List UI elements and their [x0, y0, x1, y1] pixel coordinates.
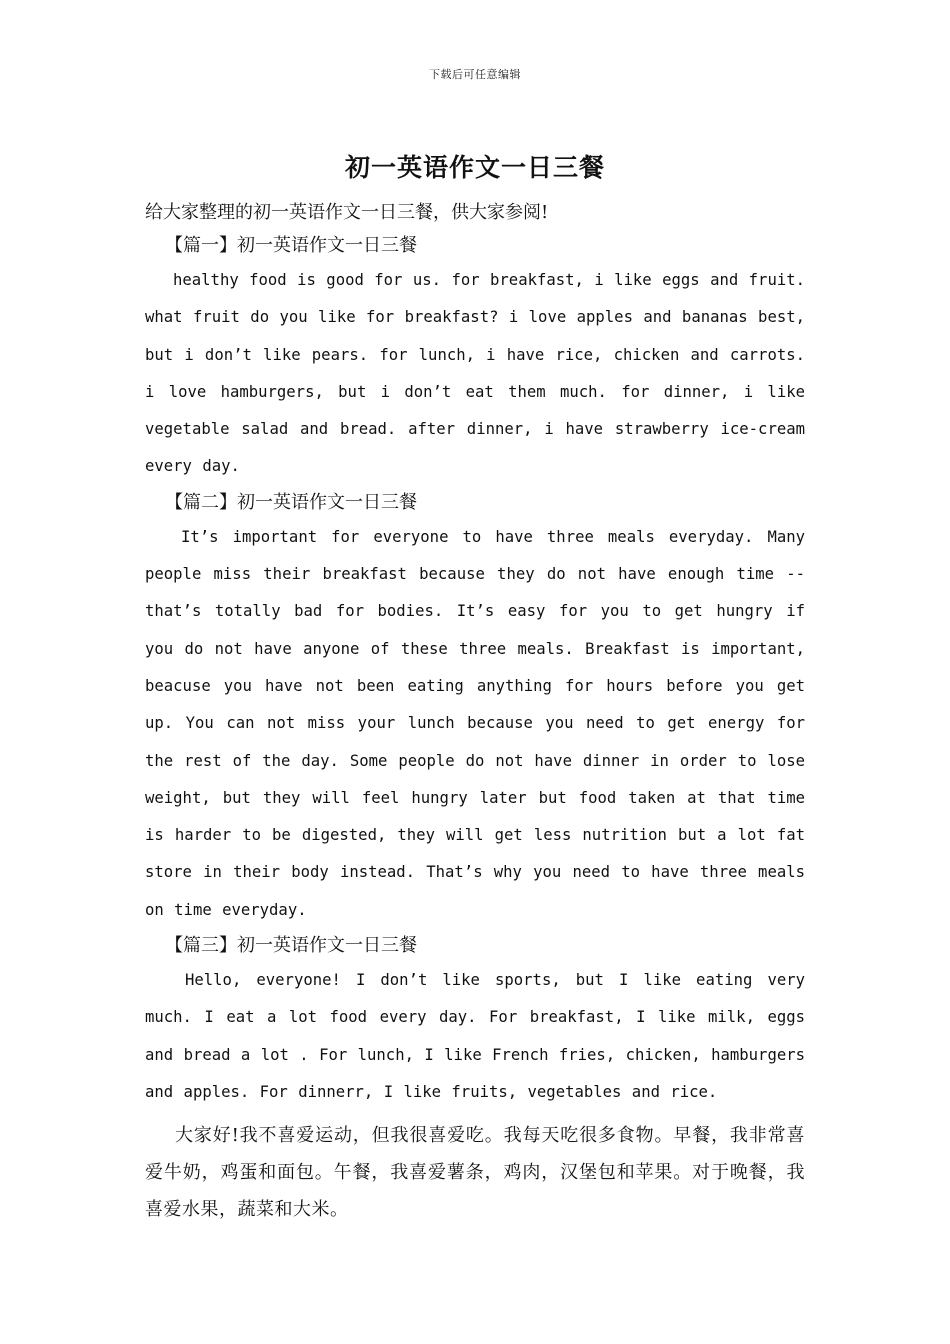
section-heading-1: 【篇一】初一英语作文一日三餐 — [165, 235, 417, 256]
header-note: 下载后可任意编辑 — [429, 68, 521, 81]
section-heading-2: 【篇二】初一英语作文一日三餐 — [165, 491, 417, 513]
page-title: 初一英语作文一日三餐 — [344, 153, 605, 182]
section-translation-3: 大家好!我不喜爱运动，但我很喜爱吃。我每天吃很多食物。早餐，我非常喜爱牛奶，鸡蛋和面包。午餐，我喜爱薯条，鸡肉，汉堡包和苹果。对于晚餐，我喜爱水果，蔬菜和大米。 — [145, 1125, 805, 1221]
document-body — [145, 196, 805, 1228]
section-body-1: healthy food is good for us. for breakfast, i like eggs and fruit. what fruit do you like for breakfast? i love apples and bananas best, but i don’t like pears. for lunch, i have rice, chicken and carrots. i love hamburgers, but i don’t eat them much. for dinner, i like vegetable salad and bread. after dinner, i have strawberry ice-cream every day. — [145, 271, 805, 476]
section-body-2: It’s important for everyone to have three meals everyday. Many people miss their breakfast because they do not have enough time -- that’s totally bad for bodies. It’s easy for you to get hungry if you do not have anyone of these three meals. Breakfast is important, beacuse you have not been eating anything for hours before you get up. You can not miss your lunch because you need to get energy for the rest of the day. Some people do not have dinner in order to lose weight, but they will feel hungry later but food taken at that time is harder to be digested, they will get less nutrition but a lot fat store in their body instead. That’s why you need to have three meals on time everyday. — [145, 527, 805, 919]
intro-text: 给大家整理的初一英语作文一日三餐，供大家参阅! — [145, 202, 549, 223]
section-body-3: Hello, everyone! I don’t like sports, but I like eating very much. I eat a lot food every day. For breakfast, I like milk, eggs and bread a lot . For lunch, I like French fries, chicken, hamburgers and apples. For dinnerr, I like fruits, vegetables and rice. — [145, 971, 805, 1101]
section-heading-3: 【篇三】初一英语作文一日三餐 — [165, 935, 417, 957]
